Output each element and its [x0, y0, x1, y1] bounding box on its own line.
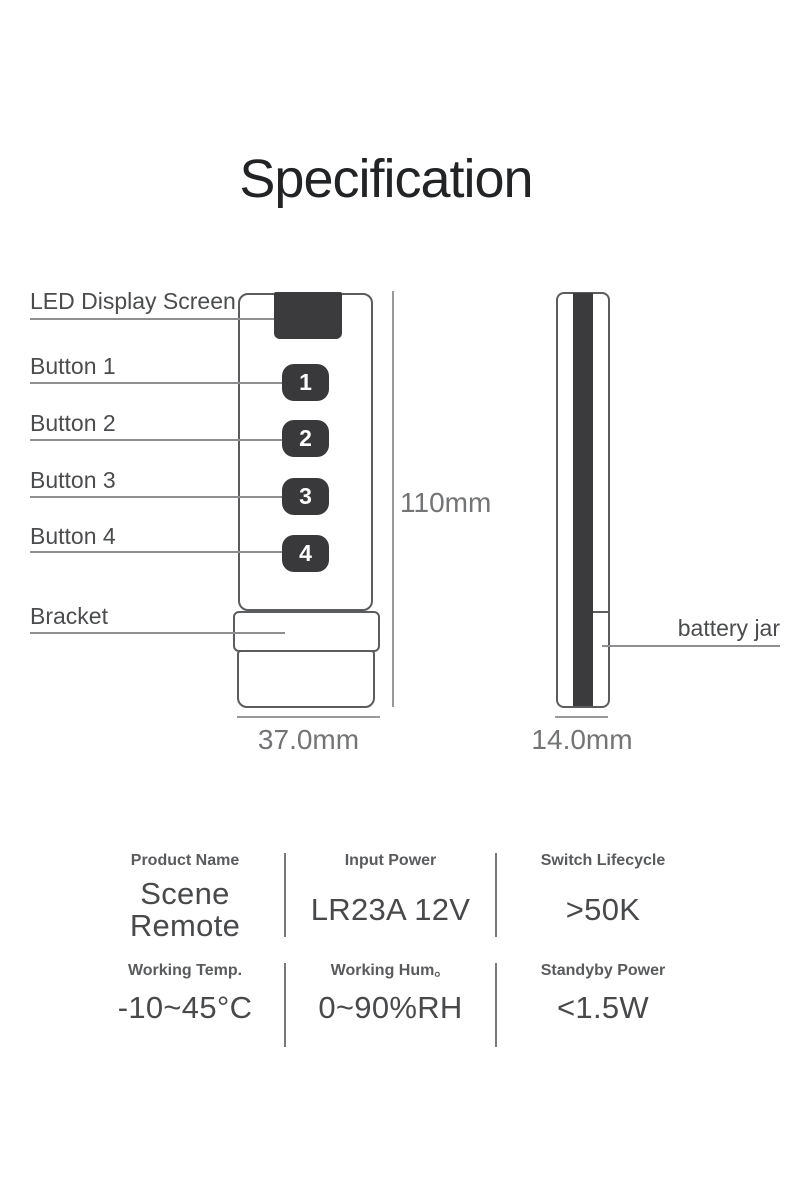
side-width-dimension-line — [555, 716, 608, 718]
button-3: 3 — [282, 478, 329, 515]
button-2-leader-line — [30, 439, 282, 441]
battery-jar-label: battery jar — [677, 615, 780, 641]
bracket-label: Bracket — [30, 603, 108, 629]
spec-value — [118, 985, 253, 1031]
spec-value — [318, 985, 462, 1031]
spec-label: Switch Lifecycle — [540, 852, 666, 869]
spec-cell-switch-lifecycle — [496, 848, 710, 943]
spec-value — [566, 877, 640, 943]
page-title: Specification — [239, 149, 533, 209]
height-dimension-label: 110mm — [400, 487, 492, 518]
button-1-leader-line — [30, 382, 282, 384]
spec-label: Input Power — [344, 852, 437, 869]
spec-value-line: Remote — [129, 908, 241, 943]
height-dimension-line — [392, 291, 394, 707]
spec-cell-working-humidity — [285, 958, 496, 1031]
spec-value — [311, 877, 471, 943]
spec-value-line: 0~90%RH — [318, 990, 463, 1025]
button-1: 1 — [282, 364, 329, 401]
spec-value — [557, 985, 649, 1031]
led-screen-leader-line — [30, 318, 274, 320]
spec-cell-input-power — [285, 848, 496, 943]
spec-value-line: Scene — [140, 876, 230, 911]
button-3-leader-line — [30, 496, 282, 498]
spec-label: Working Hum。 — [330, 962, 451, 979]
button-4-leader-line — [30, 551, 282, 553]
spec-label: Working Temp. — [127, 962, 243, 979]
button-2: 2 — [282, 420, 329, 457]
button-1-label: Button 1 — [30, 353, 116, 379]
spec-cell-working-temp — [85, 958, 285, 1031]
spec-label: Standyby Power — [540, 962, 666, 979]
battery-jar-leader-line — [602, 645, 780, 647]
button-4: 4 — [282, 535, 329, 572]
button-2-label: Button 2 — [30, 410, 116, 436]
spec-cell-standby-power — [496, 958, 710, 1031]
spec-value-line: LR23A 12V — [310, 892, 471, 927]
button-4-label: Button 4 — [30, 523, 116, 549]
led-screen-label: LED Display Screen — [30, 288, 236, 314]
spec-value — [130, 877, 240, 943]
spec-cell-product-name — [85, 848, 285, 943]
front-width-dimension-label: 37.0mm — [257, 724, 360, 755]
spec-value-line: -10~45°C — [117, 990, 253, 1025]
spec-value-line: >50K — [565, 892, 641, 927]
led-display-screen — [274, 292, 342, 339]
button-3-label: Button 3 — [30, 467, 116, 493]
bracket-leader-line — [30, 632, 285, 634]
side-view-stripe — [573, 293, 593, 706]
battery-jar-divider-line — [593, 611, 608, 613]
spec-value-line: <1.5W — [557, 990, 649, 1025]
spec-label: Product Name — [130, 852, 240, 869]
front-width-dimension-line — [237, 716, 380, 718]
side-width-dimension-label: 14.0mm — [531, 724, 633, 755]
battery-compartment-front — [237, 650, 375, 708]
